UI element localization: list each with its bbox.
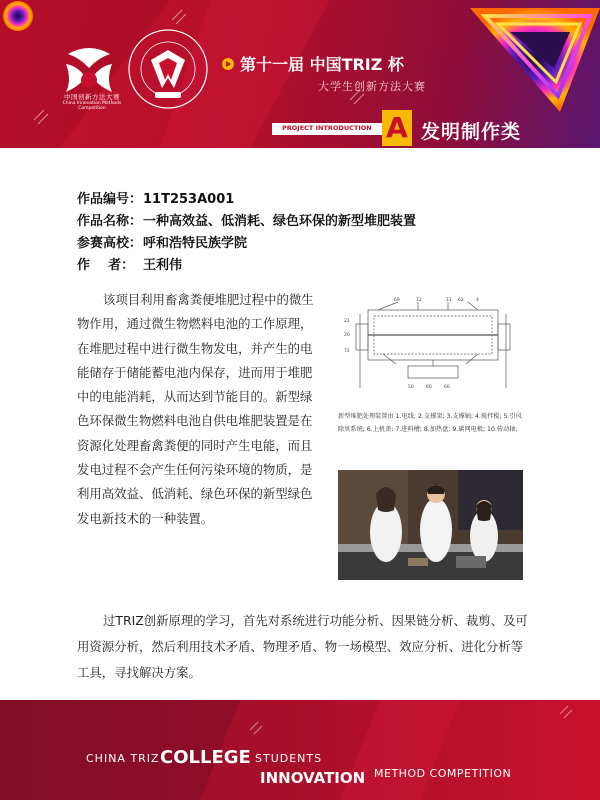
description-paragraph-2: 过TRIZ创新原理的学习，首先对系统进行功能分析、因果链分析、裁剪、及可用资源分析，然后利用技术矛盾、物理矛盾、物一场模型、效应分析、进化分析等工具，寻找解决方案。 <box>77 613 528 680</box>
info-name <box>77 211 416 233</box>
school-label: 参赛高校： <box>77 236 143 251</box>
info-number <box>77 189 416 211</box>
number-label: 作品编号： <box>77 192 143 207</box>
number-value: 11T253A001 <box>143 192 235 207</box>
footer-banner <box>0 700 600 800</box>
svg-text:12: 12 <box>416 298 422 303</box>
name-value: 一种高效益、低消耗、绿色环保的新型堆肥装置 <box>143 214 417 229</box>
svg-text:60: 60 <box>444 385 450 390</box>
svg-text:60: 60 <box>426 385 432 390</box>
project-intro-label: PROJECT INTRODUCTION <box>282 124 372 132</box>
svg-text:4: 4 <box>476 298 479 303</box>
play-icon <box>222 58 234 70</box>
diagram-caption: 新型堆肥处理装置由 1.电线; 2.支撑架; 3.支撑轴; 4.搅拌棍; 5.引风除臭系统; 6.上机盖; 7.进料槽; 8.加热盘; 9.碳网电极; 10.传动轴; <box>338 413 522 433</box>
name-label: 作品名称： <box>77 214 143 229</box>
category-letter: A <box>382 110 412 146</box>
description-paragraph-1: 该项目利用畜禽粪便堆肥过程中的微生物作用，通过微生物燃料电池的工作原理，在堆肥过程中进行微生物发电，并产生的电能储存于储能蓄电池内保存，进而用于堆肥中的电能消耗，从而达到节能目的。新型绿色环保微生物燃料电池自供电堆肥装置是在资源化处理畜禽粪便的同时产生电能，而且发电过程不会产生任何污染环境的物质，是利用高效益、低消耗、绿色环保的新型绿色发电新技术的一种装置。 <box>77 292 314 526</box>
footer-method: METHOD COMPETITION <box>374 767 512 780</box>
school-value: 呼和浩特民族学院 <box>143 236 248 251</box>
device-diagram <box>338 296 524 396</box>
author-value: 王利伟 <box>143 258 183 273</box>
svg-text:69: 69 <box>394 298 400 303</box>
svg-text:72: 72 <box>344 349 350 354</box>
contest-name: 第十一届 中国TRIZ 杯 <box>240 55 404 74</box>
svg-text:21: 21 <box>344 319 350 324</box>
footer-innovation: INNOVATION <box>260 769 366 787</box>
footer-china-triz: CHINA TRIZ <box>86 752 160 765</box>
competition-seal-icon <box>127 28 209 110</box>
info-school <box>77 233 416 255</box>
svg-text:20: 20 <box>344 333 350 338</box>
svg-text:62: 62 <box>458 298 464 303</box>
work-info <box>77 189 416 277</box>
logo-text-en: China Innovation Methods Competition <box>62 101 122 111</box>
info-author <box>77 255 416 277</box>
footer-college: COLLEGE <box>160 747 251 768</box>
header-banner <box>0 0 600 148</box>
cimc-logo-caption <box>52 92 132 111</box>
author-label: 作 者： <box>77 258 135 273</box>
lab-photo <box>338 470 523 580</box>
svg-text:50: 50 <box>408 385 414 390</box>
footer-students: STUDENTS <box>255 752 323 765</box>
svg-text:11: 11 <box>446 298 452 303</box>
contest-subtitle: 大学生创新方法大赛 <box>318 80 426 93</box>
logo-text-cn: 中国创新方法大赛 <box>64 93 120 101</box>
category-name: 发明制作类 <box>421 121 522 143</box>
